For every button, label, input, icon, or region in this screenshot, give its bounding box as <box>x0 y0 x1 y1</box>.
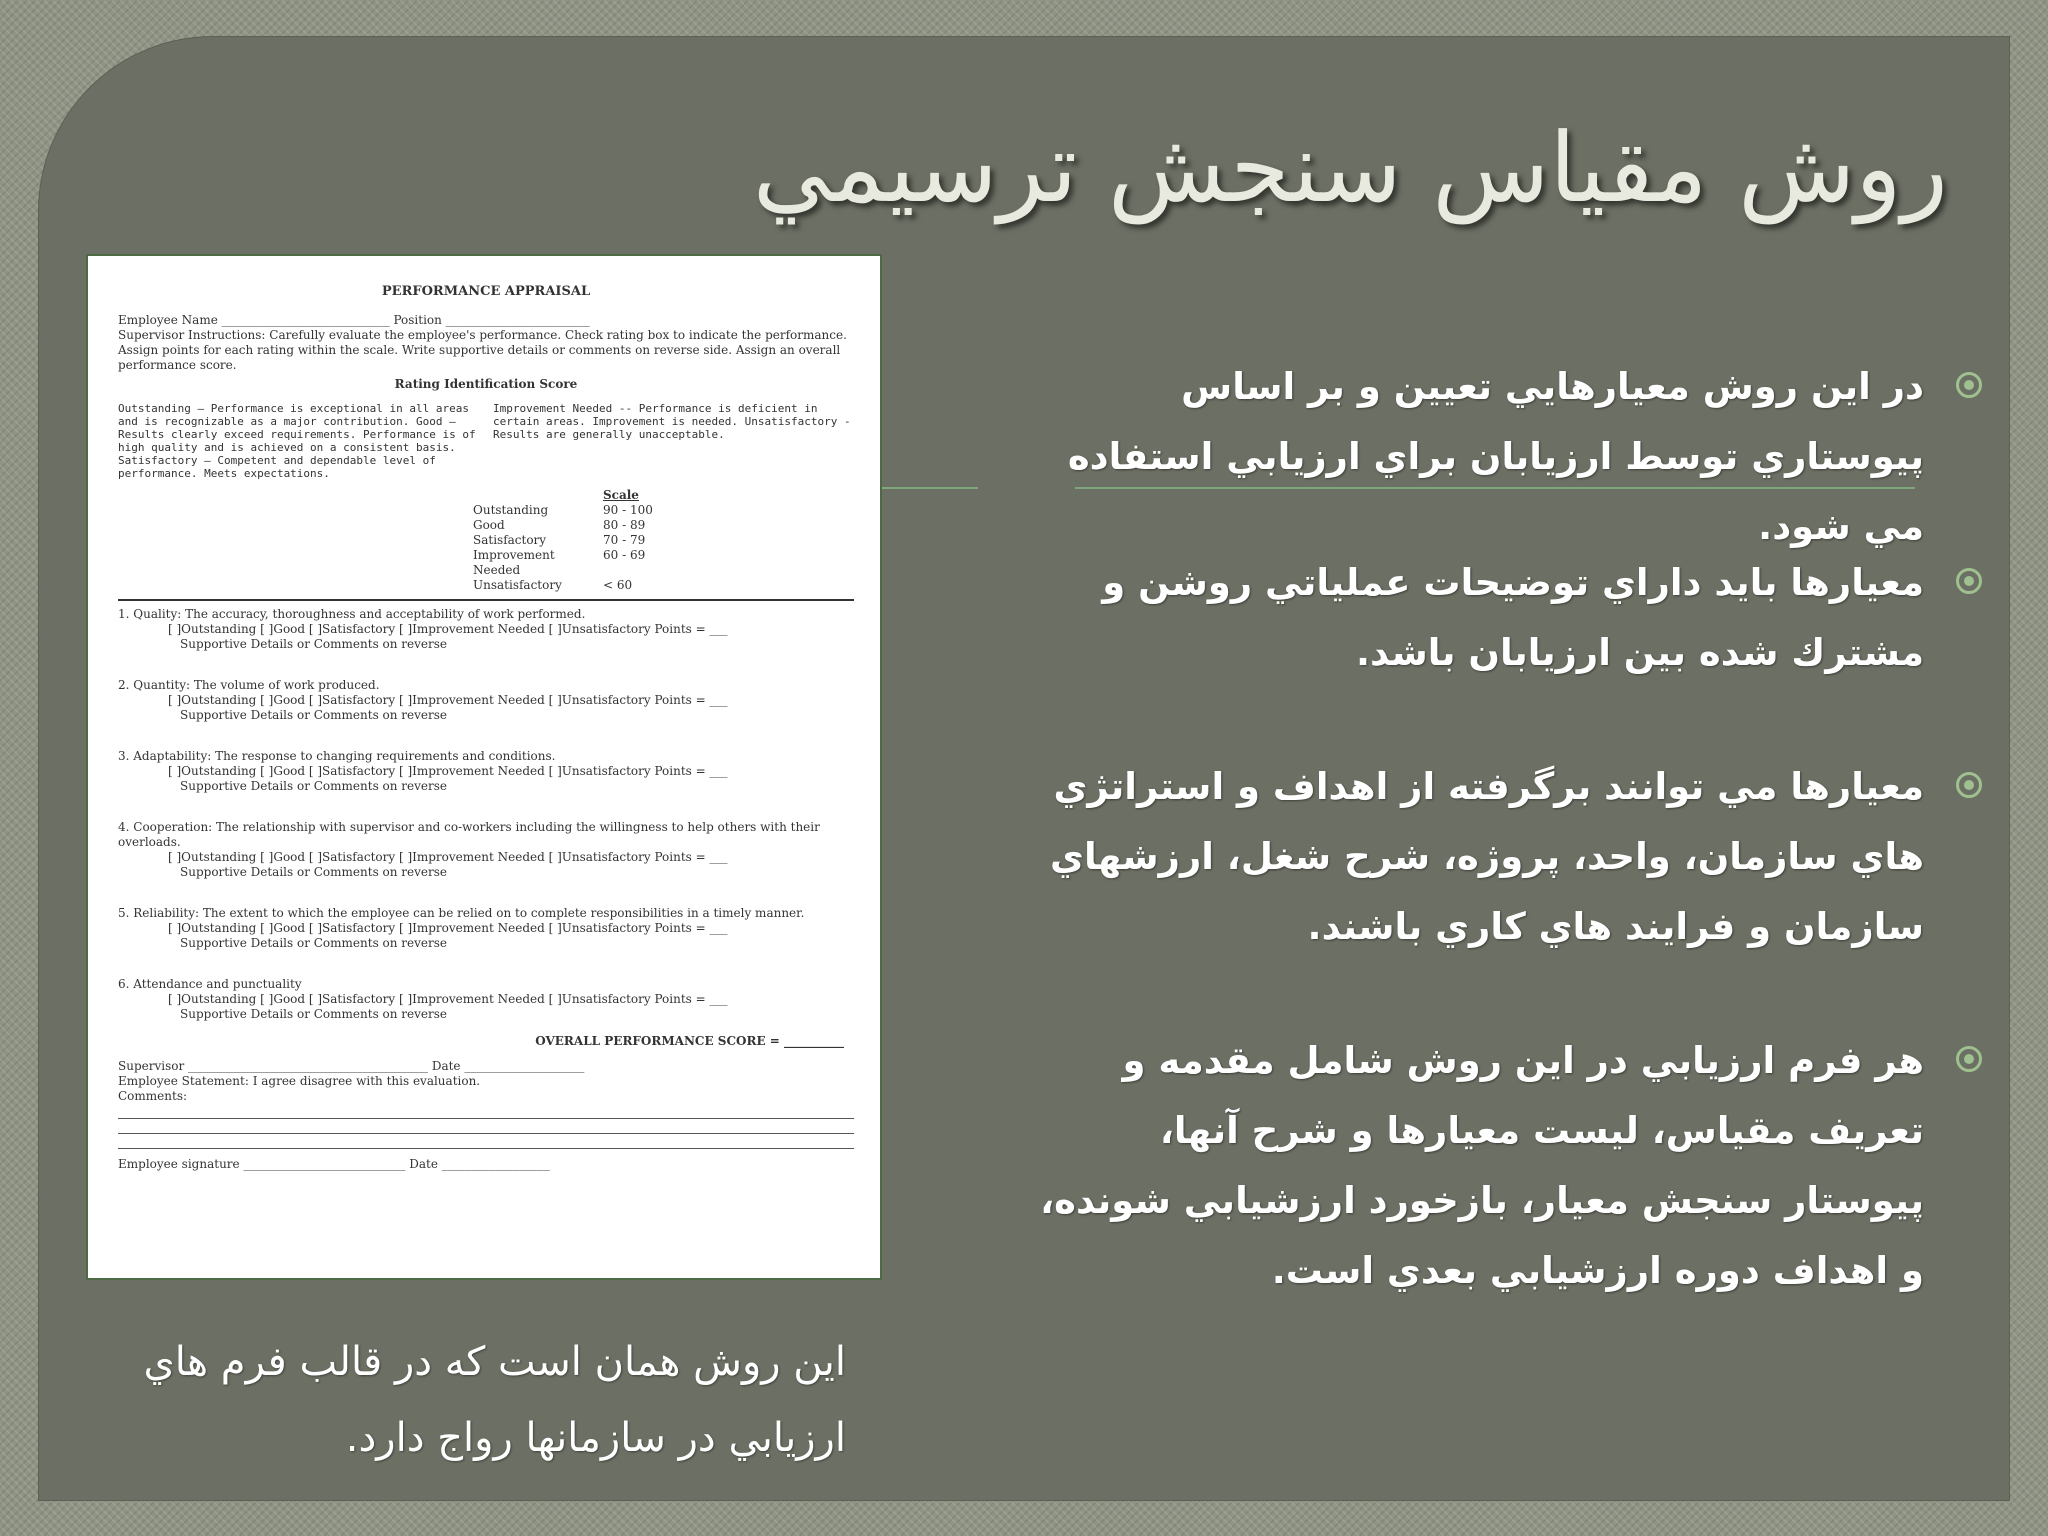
caption-text: اين روش همان است كه در قالب فرم هاي ارزيابي در سازمانها رواج دارد. <box>143 1339 846 1461</box>
form-divider <box>118 599 854 601</box>
form-supportive-note: Supportive Details or Comments on reverse <box>180 708 448 722</box>
bullet-circle-icon <box>1956 568 1982 594</box>
form-definitions-right: Improvement Needed -- Performance is deficient in certain areas. Improvement is needed. Unsatisfactory - Results are generally unacceptable. <box>493 402 851 441</box>
form-scale-label: Improvement Needed <box>473 548 555 577</box>
form-supportive-note: Supportive Details or Comments on reverse <box>180 936 448 950</box>
form-rating-options: [ ]Outstanding [ ]Good [ ]Satisfactory [ ]Improvement Needed [ ]Unsatisfactory Points = ___ <box>168 764 728 778</box>
form-scale-range: < 60 <box>603 578 633 592</box>
form-scale-range: 60 - 69 <box>603 548 646 562</box>
form-section-reliability <box>118 906 854 951</box>
form-comment-rule <box>118 1148 854 1149</box>
form-section-title: 6. Attendance and punctuality <box>118 977 302 991</box>
bullet-circle-icon <box>1956 772 1982 798</box>
performance-appraisal-form-image <box>86 254 882 1280</box>
form-rating-heading: Rating Identification Score <box>394 377 578 391</box>
slide-title: روش مقياس سنجش ترسيمي <box>752 112 1948 224</box>
form-employee-line: Employee Name ____________________________ Position ________________________ <box>118 313 590 327</box>
bullet-3-text: معيارها مي توانند برگرفته از اهداف و استراتژي هاي سازمان، واحد، پروژه، شرح شغل، ارزشهاي سازمان و فرايند هاي كاري باشند. <box>1050 765 1924 948</box>
divider-line <box>880 487 978 489</box>
bullet-2-text: معيارها بايد داراي توضيحات عملياتي روشن و مشترك شده بين ارزيابان باشد. <box>1102 561 1924 674</box>
form-supportive-note: Supportive Details or Comments on reverse <box>180 637 448 651</box>
form-scale-label: Satisfactory <box>473 533 547 547</box>
form-rating-options: [ ]Outstanding [ ]Good [ ]Satisfactory [ ]Improvement Needed [ ]Unsatisfactory Points = ___ <box>168 622 728 636</box>
form-scale-range: 80 - 89 <box>603 518 646 532</box>
bullet-circle-icon <box>1956 372 1982 398</box>
form-comment-rule <box>118 1133 854 1134</box>
form-scale-range: 70 - 79 <box>603 533 646 547</box>
bullet-2 <box>1024 548 1924 688</box>
bullet-1-text: در اين روش معيارهايي تعيين و بر اساس پيوستاري توسط ارزيابان براي ارزيابي استفاده مي شود. <box>1067 365 1924 548</box>
form-rating-options: [ ]Outstanding [ ]Good [ ]Satisfactory [ ]Improvement Needed [ ]Unsatisfactory Points = ___ <box>168 921 728 935</box>
divider-line <box>1075 487 1915 489</box>
form-rating-options: [ ]Outstanding [ ]Good [ ]Satisfactory [ ]Improvement Needed [ ]Unsatisfactory Points = ___ <box>168 850 728 864</box>
form-supervisor-line: Supervisor ________________________________________ Date ____________________ <box>118 1059 585 1073</box>
form-rating-options: [ ]Outstanding [ ]Good [ ]Satisfactory [ ]Improvement Needed [ ]Unsatisfactory Points = ___ <box>168 693 728 707</box>
form-comments-label: Comments: <box>118 1089 188 1103</box>
form-scale-table <box>473 488 733 593</box>
bullet-4-text: هر فرم ارزيابي در اين روش شامل مقدمه و تعريف مقياس، ليست معيارها و شرح آنها، پيوستار سنجش معيار، بازخورد ارزشيابي شونده، و اهداف دوره ارزشيابي بعدي است. <box>1040 1039 1924 1292</box>
form-scale-range: 90 - 100 <box>603 503 653 517</box>
form-section-title: 1. Quality: The accuracy, thoroughness and acceptability of work performed. <box>118 607 586 621</box>
form-signature-line: Employee signature ___________________________ Date __________________ <box>118 1157 550 1171</box>
form-section-quantity <box>118 678 854 723</box>
form-scale-heading: Scale <box>603 488 639 502</box>
form-supportive-note: Supportive Details or Comments on reverse <box>180 865 448 879</box>
form-overall-score: OVERALL PERFORMANCE SCORE = __________ <box>535 1034 844 1048</box>
form-heading: PERFORMANCE APPRAISAL <box>381 284 591 299</box>
form-section-title: 4. Cooperation: The relationship with supervisor and co-workers including the willingness to help others with their overloads. <box>118 820 820 849</box>
form-section-attendance <box>118 977 854 1022</box>
form-comment-rule <box>118 1118 854 1119</box>
form-section-quality <box>118 607 854 652</box>
form-rating-options: [ ]Outstanding [ ]Good [ ]Satisfactory [ ]Improvement Needed [ ]Unsatisfactory Points = ___ <box>168 992 728 1006</box>
form-section-title: 3. Adaptability: The response to changing requirements and conditions. <box>118 749 556 763</box>
form-supportive-note: Supportive Details or Comments on reverse <box>180 1007 448 1021</box>
bullet-4 <box>1024 1026 1924 1306</box>
form-section-cooperation <box>118 820 854 880</box>
form-scale-label: Outstanding <box>473 503 549 517</box>
form-supportive-note: Supportive Details or Comments on reverse <box>180 779 448 793</box>
form-section-title: 2. Quantity: The volume of work produced. <box>118 678 380 692</box>
bullet-circle-icon <box>1956 1046 1982 1072</box>
form-section-title: 5. Reliability: The extent to which the employee can be relied on to complete responsibilities in a timely manner. <box>118 906 805 920</box>
form-scale-label: Good <box>473 518 505 532</box>
bullet-3 <box>1024 752 1924 962</box>
form-definitions <box>118 402 854 480</box>
form-section-adaptability <box>118 749 854 794</box>
form-definitions-left: Outstanding – Performance is exceptional in all areas and is recognizable as a major contribution. Good – Results clearly exceed requirements. Performance is of high quality and is achieved on a consistent basis. Satisfactory – Competent and dependable level of performance. Meets expectations. <box>118 402 476 480</box>
form-scale-label: Unsatisfactory <box>473 578 562 592</box>
form-instructions: Supervisor Instructions: Carefully evaluate the employee's performance. Check rating box to indicate the performance. Assign points for each rating within the scale. Write supportive details or comments on reverse side. Assign an overall performance score. <box>118 328 847 372</box>
bullet-1 <box>1024 352 1924 562</box>
form-statement-line: Employee Statement: I agree disagree with this evaluation. <box>118 1074 481 1088</box>
